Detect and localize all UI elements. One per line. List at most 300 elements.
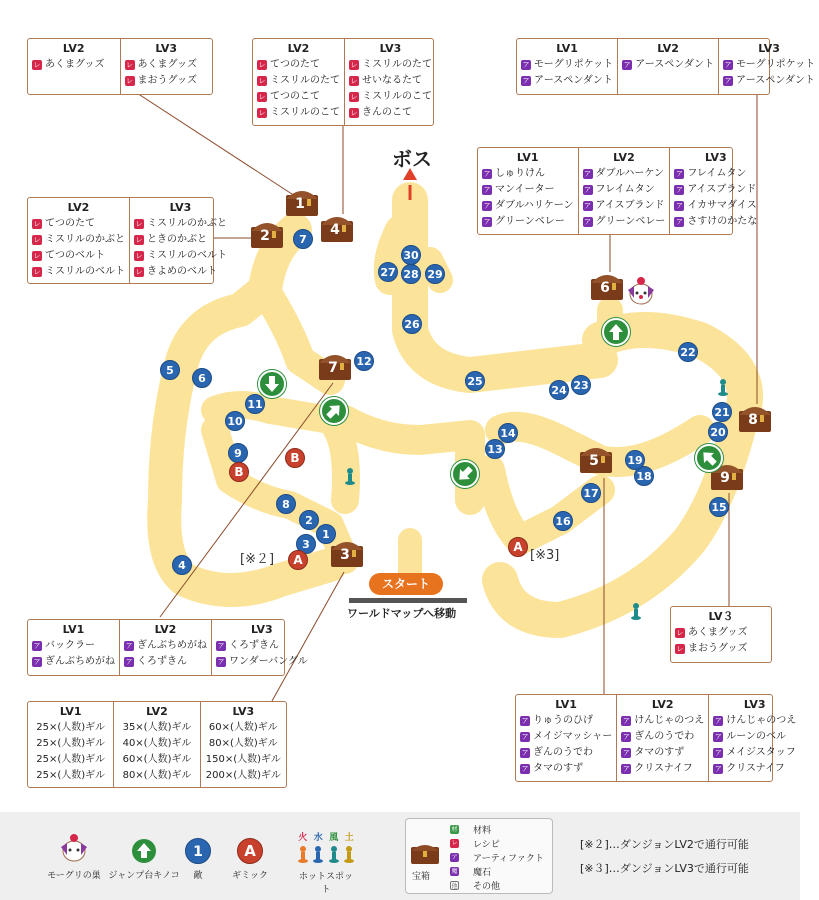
recipe-tag-icon: レ: [350, 109, 358, 117]
loot-item-name: くろずきん: [137, 656, 187, 667]
loot-level-header: LV3: [169, 201, 192, 214]
loot-column: [517, 39, 617, 94]
loot-level-header: LV3: [250, 623, 273, 636]
chest-number: 2: [260, 228, 270, 244]
legend-gimmick-label: ギミック: [232, 871, 268, 881]
chest-9-loot-table: [670, 606, 772, 663]
loot-item-name: あくまグッズ: [137, 59, 197, 70]
loot-item: [32, 264, 125, 280]
loot-column: [616, 695, 708, 781]
gimmick-marker-b[interactable]: B: [229, 462, 249, 482]
legend-nest-label: モーグリの巣: [47, 871, 101, 881]
loot-item-name: ぎんぶちめがね: [45, 656, 115, 667]
loot-item: [349, 73, 432, 89]
artifact-tag-icon: ア: [675, 202, 683, 210]
artifact-tag-icon: ア: [522, 61, 530, 69]
loot-column: [28, 702, 113, 787]
loot-item-name: しゅりけん: [495, 168, 545, 179]
recipe-tag-icon: レ: [126, 61, 133, 69]
loot-item: [134, 264, 227, 280]
type-material: [450, 823, 491, 836]
loot-item-name: アースペンダント: [736, 75, 815, 86]
loot-item-name: メイジスタッフ: [726, 747, 796, 758]
loot-item-name: てつのベルト: [45, 250, 105, 261]
artifact-tag-icon: ア: [724, 77, 732, 85]
artifact-tag-icon: ア: [675, 170, 683, 178]
loot-item-name: ぎんのうでわ: [533, 747, 593, 758]
type-artifact: [450, 851, 544, 864]
loot-item: [134, 248, 227, 264]
enemy-marker-13[interactable]: 13: [485, 439, 505, 459]
loot-item-name: ぎんぶちめがね: [137, 640, 207, 651]
loot-item-name: マンイーター: [495, 184, 555, 195]
treasure-chest-icon: [410, 841, 440, 869]
loot-item: [118, 720, 195, 736]
recipe-tag-icon: レ: [258, 77, 266, 85]
enemy-marker-23[interactable]: 23: [571, 375, 591, 395]
loot-item-name: 60×(人数)ギル: [122, 754, 192, 765]
chest-number: 6: [600, 280, 610, 296]
hotspot-marker-icon[interactable]: [345, 467, 355, 485]
loot-item-name: ワンダーバングル: [229, 656, 308, 667]
loot-level-header: LV３: [708, 610, 734, 623]
loot-item: [520, 745, 612, 761]
recipe-tag-icon: レ: [258, 93, 266, 101]
loot-item-name: アースペンダント: [534, 75, 613, 86]
legend-item-types: [405, 818, 553, 894]
loot-column: [129, 198, 231, 283]
treasure-chest-1[interactable]: [285, 186, 319, 216]
chest-8-loot-table: [516, 38, 816, 95]
enemy-marker-26[interactable]: 26: [402, 314, 422, 334]
artifact-tag-icon: ア: [33, 658, 41, 666]
artifact-tag-icon: ア: [714, 749, 722, 757]
enemy-marker-9[interactable]: 9: [228, 443, 248, 463]
legend-enemy-label: 敵: [193, 871, 203, 881]
loot-item-name: 80×(人数)ギル: [122, 770, 192, 781]
loot-item-name: てつのたて: [270, 59, 320, 70]
legend-chest-label: 宝箱: [412, 872, 431, 882]
loot-item: [713, 761, 796, 777]
loot-item: [32, 752, 109, 768]
loot-item: [125, 57, 209, 73]
loot-item: [32, 654, 115, 670]
loot-item-name: 25×(人数)ギル: [36, 722, 106, 733]
artifact-tag-icon: ア: [584, 170, 591, 178]
artifact-tag-icon: ア: [521, 717, 529, 725]
loot-item: [124, 654, 207, 670]
artifact-tag-icon: ア: [483, 202, 491, 210]
chest-2-loot-table: [27, 197, 227, 284]
enemy-marker-16[interactable]: 16: [553, 511, 573, 531]
loot-item-name: グリーンベレー: [595, 216, 666, 227]
legend-note-lv2: [※２]…ダンジョンLV2で通行可能: [580, 838, 749, 851]
jump-mushroom-ne-icon[interactable]: [320, 397, 348, 425]
moogle-nest-icon: [57, 834, 91, 864]
loot-level-header: LV2: [62, 42, 85, 55]
enemy-marker-12[interactable]: 12: [354, 351, 374, 371]
moogle-nest-icon: [624, 276, 658, 308]
treasure-chest-4[interactable]: [320, 212, 354, 242]
enemy-marker-27[interactable]: 27: [378, 262, 398, 282]
artifact-tag-icon: ア: [217, 642, 225, 650]
treasure-chest-2[interactable]: [250, 218, 284, 248]
loot-column: [516, 695, 616, 781]
loot-level-header: LV2: [146, 705, 168, 718]
loot-item: [349, 57, 432, 73]
enemy-marker-25[interactable]: 25: [465, 371, 485, 391]
loot-item-name: 80×(人数)ギル: [208, 738, 278, 749]
enemy-marker-20[interactable]: 20: [708, 422, 728, 442]
start-button[interactable]: スタート: [369, 573, 443, 595]
loot-item: [118, 736, 195, 752]
loot-item: [713, 713, 796, 729]
loot-item-name: モーグリポケット: [736, 59, 816, 70]
hotspot-icons: [295, 845, 357, 865]
artifact-tag-icon: ア: [714, 765, 722, 773]
enemy-marker-29[interactable]: 29: [425, 264, 445, 284]
chest-number: 5: [589, 453, 599, 469]
legend-jump-label: ジャンプ台キノコ: [108, 871, 180, 881]
loot-item: [205, 768, 282, 784]
loot-item: [713, 729, 796, 745]
type-artifact-label: アーティファクト: [473, 854, 544, 864]
gimmick-icon: A: [237, 838, 263, 864]
enemy-marker-5[interactable]: 5: [160, 360, 180, 380]
loot-level-header: LV3: [704, 151, 727, 164]
type-other: [450, 879, 500, 892]
loot-item-name: 25×(人数)ギル: [36, 754, 106, 765]
chest-number: 8: [748, 412, 758, 428]
loot-level-header: LV1: [62, 623, 85, 636]
artifact-tag-icon: ア: [521, 765, 529, 773]
enemy-marker-24[interactable]: 24: [549, 380, 569, 400]
loot-level-header: LV2: [657, 42, 679, 55]
loot-column: [344, 39, 436, 125]
artifact-tag-icon: ア: [622, 733, 630, 741]
loot-column: [669, 148, 761, 234]
recipe-tag-icon: レ: [676, 645, 684, 653]
loot-column: [200, 702, 286, 787]
recipe-tag-icon: レ: [350, 61, 358, 69]
recipe-tag-icon: レ: [33, 61, 41, 69]
enemy-marker-10[interactable]: 10: [225, 411, 245, 431]
type-magicite: [450, 865, 491, 878]
enemy-marker-8[interactable]: 8: [276, 494, 296, 514]
loot-item: [482, 166, 574, 182]
gimmick-marker-a[interactable]: A: [508, 537, 528, 557]
loot-item: [32, 736, 109, 752]
enemy-marker-7[interactable]: 7: [293, 229, 313, 249]
recipe-tag-icon: レ: [33, 236, 41, 244]
loot-item-name: ダブルハーケン: [595, 168, 664, 179]
enemy-marker-11[interactable]: 11: [245, 394, 265, 414]
enemy-marker-3[interactable]: 3: [296, 534, 316, 554]
enemy-marker-18[interactable]: 18: [634, 466, 654, 486]
boss-label: ボス: [392, 147, 432, 171]
loot-item: [32, 768, 109, 784]
loot-item-name: あくまグッズ: [688, 627, 748, 638]
loot-item: [583, 166, 666, 182]
hotspot-marker-icon[interactable]: [631, 602, 641, 620]
treasure-chest-6[interactable]: [590, 270, 624, 300]
loot-item-name: フレイムタン: [595, 184, 655, 195]
artifact-tag-icon: ア: [521, 733, 529, 741]
chest-6-loot-table: [477, 147, 758, 235]
enemy-marker-22[interactable]: 22: [678, 342, 698, 362]
loot-item: [520, 761, 612, 777]
enemy-marker-19[interactable]: 19: [625, 450, 645, 470]
enemy-marker-2[interactable]: 2: [299, 510, 319, 530]
loot-item-name: ミスリルのたて: [270, 75, 340, 86]
gimmick-marker-a[interactable]: A: [288, 550, 308, 570]
loot-item: [583, 214, 666, 230]
legend-hotspot-label: ホットスポット: [299, 872, 353, 895]
recipe-tag-icon: レ: [135, 252, 143, 260]
artifact-tag-icon: ア: [483, 218, 491, 226]
loot-item: [216, 638, 308, 654]
hotspot-water-label: 水: [313, 833, 323, 843]
loot-level-header: LV3: [232, 705, 255, 718]
magicite-tag-icon: 魔: [451, 868, 458, 875]
loot-column: [211, 620, 312, 675]
enemy-marker-15[interactable]: 15: [709, 497, 729, 517]
recipe-tag-icon: レ: [258, 61, 266, 69]
loot-item: [118, 768, 195, 784]
loot-column: [113, 702, 199, 787]
artifact-tag-icon: ア: [623, 61, 631, 69]
artifact-tag-icon: ア: [521, 749, 529, 757]
artifact-tag-icon: ア: [714, 733, 722, 741]
loot-item: [134, 232, 227, 248]
hotspot-fire-label: 火: [298, 833, 308, 843]
loot-level-header: LV1: [555, 698, 577, 711]
loot-item: [349, 89, 432, 105]
loot-item: [723, 57, 815, 73]
artifact-tag-icon: ア: [675, 186, 683, 194]
loot-item-name: ミスリルのベルト: [45, 266, 125, 277]
enemy-marker-4[interactable]: 4: [172, 555, 192, 575]
loot-item: [205, 720, 282, 736]
loot-item-name: まおうグッズ: [137, 75, 197, 86]
loot-level-header: LV3: [155, 42, 178, 55]
loot-item-name: メイジマッシャー: [533, 731, 613, 742]
loot-column: [617, 39, 718, 94]
artifact-tag-icon: ア: [584, 218, 591, 226]
loot-item-name: 60×(人数)ギル: [208, 722, 278, 733]
other-tag-icon: 他: [451, 883, 458, 890]
legend-enemy: [183, 838, 213, 881]
note-lv3-marker: [※3]: [530, 548, 560, 563]
artifact-tag-icon: ア: [714, 717, 722, 725]
enemy-marker-28[interactable]: 28: [401, 264, 421, 284]
loot-item: [257, 57, 340, 73]
loot-item-name: くろずきん: [229, 640, 279, 651]
loot-item-name: ときのかぶと: [147, 234, 207, 245]
loot-level-header: LV1: [556, 42, 578, 55]
hotspot-wind-label: 風: [329, 833, 339, 843]
enemy-marker-30[interactable]: 30: [401, 245, 421, 265]
loot-item: [521, 57, 613, 73]
loot-item: [32, 232, 125, 248]
loot-item: [520, 729, 612, 745]
treasure-chest-8[interactable]: [738, 402, 772, 432]
loot-item: [675, 641, 767, 657]
loot-item: [482, 198, 574, 214]
loot-item-name: ミスリルのこて: [270, 107, 340, 118]
chest-number: 4: [330, 222, 340, 238]
loot-item: [520, 713, 612, 729]
loot-item-name: さすけのかたな: [687, 216, 758, 227]
jump-mushroom-sw-icon[interactable]: [451, 460, 479, 488]
chest-number: 7: [328, 360, 338, 376]
recipe-tag-icon: レ: [135, 236, 143, 244]
loot-item: [482, 182, 574, 198]
loot-item: [32, 248, 125, 264]
enemy-marker-14[interactable]: 14: [498, 423, 518, 443]
loot-item: [205, 736, 282, 752]
gimmick-marker-b[interactable]: B: [285, 448, 305, 468]
enemy-marker-6[interactable]: 6: [192, 368, 212, 388]
loot-item: [674, 214, 757, 230]
loot-level-header: LV2: [651, 698, 674, 711]
loot-item-name: きよめのベルト: [147, 266, 217, 277]
treasure-chest-7[interactable]: [318, 350, 352, 380]
loot-column: [671, 607, 771, 662]
recipe-tag-icon: レ: [676, 629, 684, 637]
loot-item-name: 35×(人数)ギル: [122, 722, 192, 733]
loot-item-name: ミスリルのたて: [362, 59, 432, 70]
loot-item-name: てつのこて: [270, 91, 320, 102]
loot-column: [119, 620, 211, 675]
loot-item: [674, 166, 757, 182]
recipe-tag-icon: レ: [451, 840, 458, 847]
artifact-tag-icon: ア: [33, 642, 41, 650]
type-recipe: [450, 837, 500, 850]
enemy-marker-21[interactable]: 21: [712, 402, 732, 422]
legend-note-lv3: [※３]…ダンジョンLV3で通行可能: [580, 862, 749, 875]
loot-column: [478, 148, 578, 234]
enemy-marker-17[interactable]: 17: [581, 483, 601, 503]
artifact-tag-icon: ア: [675, 218, 683, 226]
loot-item-name: ミスリルのかぶと: [147, 218, 227, 229]
loot-item-name: 40×(人数)ギル: [122, 738, 192, 749]
treasure-chest-5[interactable]: [579, 443, 613, 473]
loot-item: [621, 729, 704, 745]
loot-level-header: LV2: [67, 201, 90, 214]
type-recipe-label: レシピ: [473, 840, 500, 850]
loot-level-header: LV2: [613, 151, 635, 164]
loot-level-header: LV2: [287, 42, 310, 55]
artifact-tag-icon: ア: [522, 77, 530, 85]
loot-item-name: まおうグッズ: [688, 643, 748, 654]
artifact-tag-icon: ア: [724, 61, 732, 69]
loot-item-name: ダブルハリケーン: [495, 200, 574, 211]
loot-item: [257, 89, 340, 105]
recipe-tag-icon: レ: [258, 109, 266, 117]
chest-number: 1: [295, 196, 305, 212]
loot-item: [32, 638, 115, 654]
start-exit-bar: [349, 598, 467, 603]
loot-level-header: LV1: [516, 151, 539, 164]
loot-column: [718, 39, 819, 94]
loot-item-name: あくまグッズ: [45, 59, 105, 70]
loot-item: [349, 105, 432, 121]
legend-gimmick: [230, 838, 270, 881]
loot-level-header: LV2: [154, 623, 177, 636]
chest-1-loot-table: [27, 38, 213, 95]
loot-item: [583, 182, 666, 198]
recipe-tag-icon: レ: [33, 268, 41, 276]
recipe-tag-icon: レ: [135, 268, 143, 276]
chest-number: 3: [340, 547, 350, 563]
loot-item-name: けんじゃのつえ: [726, 715, 797, 726]
recipe-tag-icon: レ: [33, 220, 41, 228]
jump-mushroom-nw-icon[interactable]: [695, 444, 723, 472]
artifact-tag-icon: ア: [451, 854, 458, 861]
loot-column: [28, 620, 119, 675]
loot-column: [28, 198, 129, 283]
type-material-label: 材料: [473, 826, 492, 836]
hotspot-earth-label: 土: [344, 833, 354, 843]
loot-item-name: フレイムタン: [687, 168, 747, 179]
legend-jump: [106, 838, 182, 881]
loot-item: [723, 73, 815, 89]
chest-5-loot-table: [515, 694, 797, 782]
artifact-tag-icon: ア: [125, 642, 133, 650]
loot-item-name: グリーンベレー: [495, 216, 565, 227]
loot-item-name: ミスリルのこて: [362, 91, 432, 102]
loot-item-name: 25×(人数)ギル: [36, 770, 106, 781]
chest-3-loot-table: [27, 701, 287, 788]
jump-mushroom-icon: [131, 838, 157, 864]
chest-7-loot-table: [27, 619, 308, 676]
loot-item: [124, 638, 207, 654]
artifact-tag-icon: ア: [125, 658, 133, 666]
material-tag-icon: 材: [451, 826, 458, 833]
loot-item: [482, 214, 574, 230]
artifact-tag-icon: ア: [584, 202, 591, 210]
loot-item: [134, 216, 227, 232]
jump-mushroom-down-icon[interactable]: [258, 370, 286, 398]
loot-item: [621, 745, 704, 761]
legend: [0, 812, 800, 900]
loot-item-name: ミスリルのベルト: [147, 250, 227, 261]
loot-item-name: てつのたて: [45, 218, 95, 229]
loot-item-name: きんのこて: [362, 107, 412, 118]
legend-hotspot: [295, 830, 357, 895]
loot-level-header: LV3: [743, 698, 766, 711]
recipe-tag-icon: レ: [135, 220, 143, 228]
loot-column: [120, 39, 213, 94]
enemy-marker-1[interactable]: 1: [316, 524, 336, 544]
loot-item-name: イカサマダイス: [687, 200, 757, 211]
treasure-chest-3[interactable]: [330, 537, 364, 567]
loot-item: [713, 745, 796, 761]
enemy-icon: 1: [185, 838, 211, 864]
artifact-tag-icon: ア: [483, 186, 491, 194]
artifact-tag-icon: ア: [622, 717, 630, 725]
type-magicite-label: 魔石: [473, 868, 492, 878]
loot-item: [205, 752, 282, 768]
artifact-tag-icon: ア: [622, 749, 630, 757]
loot-item: [621, 761, 704, 777]
jump-mushroom-updown-icon[interactable]: [602, 318, 630, 346]
loot-item-name: りゅうのひげ: [533, 715, 593, 726]
loot-item-name: クリスナイフ: [634, 763, 693, 774]
hotspot-marker-icon[interactable]: [718, 378, 728, 396]
recipe-tag-icon: レ: [126, 77, 133, 85]
